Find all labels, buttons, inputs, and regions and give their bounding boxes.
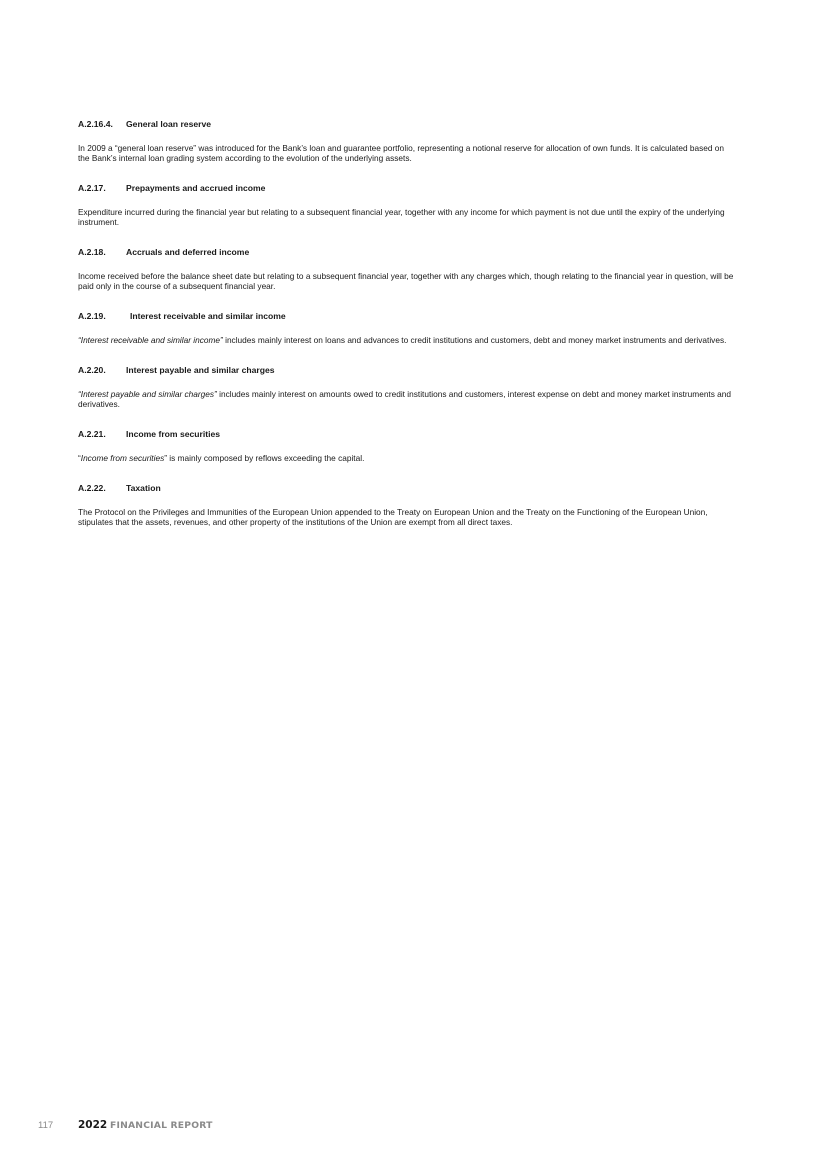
section-heading <box>78 119 734 130</box>
section-number: A.2.17. <box>78 183 106 193</box>
section-paragraph <box>78 453 734 463</box>
section-title: General loan reserve <box>126 119 212 129</box>
section-title: Interest receivable and similar income <box>130 311 286 321</box>
section-number: A.2.22. <box>78 483 106 493</box>
text-run: The Protocol on the Privileges and Immunities of the European Union appended to the Treaty on European Union and the Treaty on the Functioning of the European Union, stipulates that the assets, revenues, and other property of the institutions of the Union are exempt from all direct taxes. <box>78 507 708 527</box>
text-run: includes mainly interest on loans and advances to credit institutions and customers, debt and money market instruments and derivatives. <box>222 335 727 345</box>
section <box>78 483 734 527</box>
section-heading <box>78 247 734 258</box>
section-number: A.2.16.4. <box>78 119 113 129</box>
section-heading <box>78 429 734 440</box>
text-run: Expenditure incurred during the financial year but relating to a subsequent financial year, together with any income for which payment is not due until the expiry of the underlying instrument. <box>78 207 725 227</box>
text-run: In 2009 a “general loan reserve” was introduced for the Bank’s loan and guarantee portfolio, representing a notional reserve for allocation of own funds. It is calculated based on the Bank’s internal loan grading system according to the evolution of the underlying assets. <box>78 143 725 163</box>
document-body <box>78 119 734 547</box>
section <box>78 365 734 409</box>
footer-report-title: FINANCIAL REPORT <box>110 1120 213 1131</box>
section-heading <box>78 483 734 494</box>
section-paragraph <box>78 143 734 163</box>
section-title: Prepayments and accrued income <box>126 183 266 193</box>
section-paragraph <box>78 389 734 409</box>
section <box>78 247 734 291</box>
section <box>78 119 734 163</box>
page-number: 117 <box>38 1120 54 1131</box>
section-heading <box>78 183 734 194</box>
italic-text-run: “Interest receivable and similar income” <box>78 335 223 345</box>
italic-text-run: “Interest payable and similar charges” <box>78 389 217 399</box>
footer-year: 2022 <box>78 1119 108 1131</box>
section-paragraph <box>78 271 734 291</box>
section-paragraph <box>78 507 734 527</box>
section-heading <box>78 365 734 376</box>
section-title: Interest payable and similar charges <box>126 365 275 375</box>
section <box>78 429 734 463</box>
section-heading <box>78 311 734 322</box>
section-paragraph <box>78 335 734 345</box>
text-run: “ <box>78 453 81 463</box>
text-run: ” is mainly composed by reflows exceeding the capital. <box>164 453 365 463</box>
section-paragraph <box>78 207 734 227</box>
text-run: Income received before the balance sheet date but relating to a subsequent financial year, together with any charges which, though relating to the financial year in question, will be paid only in the course of a subsequent financial year. <box>78 271 734 291</box>
text-run: includes mainly interest on amounts owed to credit institutions and customers, interest expense on debt and money market instruments and derivatives. <box>78 389 732 409</box>
page-footer <box>38 1119 213 1132</box>
section <box>78 311 734 345</box>
section-number: A.2.18. <box>78 247 106 257</box>
section-number: A.2.21. <box>78 429 106 439</box>
section-number: A.2.20. <box>78 365 106 375</box>
section <box>78 183 734 227</box>
section-title: Income from securities <box>126 429 221 439</box>
section-number: A.2.19. <box>78 311 106 321</box>
italic-text-run: Income from securities <box>80 453 165 463</box>
section-title: Taxation <box>126 483 161 493</box>
section-title: Accruals and deferred income <box>126 247 250 257</box>
